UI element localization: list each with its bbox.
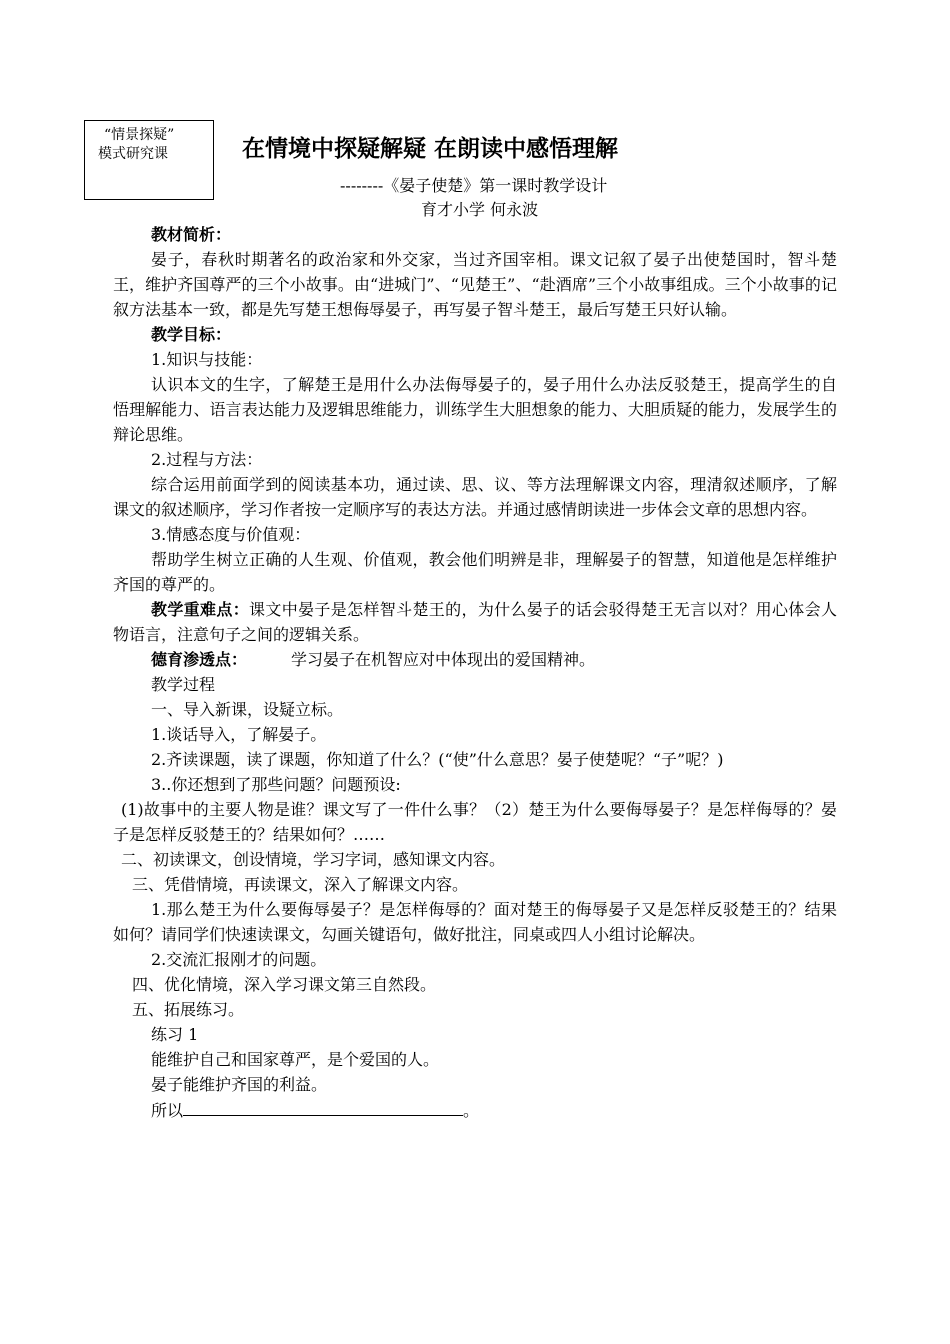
paragraph-text: 。: [463, 1101, 480, 1120]
paragraph: [113, 647, 837, 672]
paragraph-text: 所以: [151, 1101, 184, 1120]
paragraph: 1.那么楚王为什么要侮辱晏子？是怎样侮辱的？面对楚王的侮辱晏子又是怎样反驳楚王的？结果如何？请同学们快速读课文，勾画关键语句，做好批注，同桌或四人小组讨论解决。: [113, 900, 837, 944]
section-heading: 教学重难点：: [151, 600, 250, 619]
course-type-line1: “情景探疑”: [104, 127, 175, 143]
paragraph: 1.谈话导入，了解晏子。: [151, 725, 327, 744]
paragraph: 1.知识与技能：: [151, 350, 263, 369]
paragraph: (1)故事中的主要人物是谁？课文写了一件什么事？（2）楚王为什么要侮辱晏子？是怎样侮辱的？晏子是怎样反驳楚王的？结果如何？……: [113, 800, 837, 844]
paragraph: 四、优化情境，深入学习课文第三自然段。: [132, 975, 437, 994]
paragraph: 认识本文的生字，了解楚王是用什么办法侮辱晏子的，晏子用什么办法反驳楚王，提高学生的自悟理解能力、语言表达能力及逻辑思维能力，训练学生大胆想象的能力、大胆质疑的能力，发展学生的辩论思维。: [113, 375, 837, 444]
paragraph: 教学过程: [151, 675, 216, 694]
document-author: 育才小学 何永波: [421, 200, 539, 219]
paragraph: 晏子，春秋时期著名的政治家和外交家，当过齐国宰相。课文记叙了晏子出使楚国时，智斗楚王，维护齐国尊严的三个小故事。由“进城门”、“见楚王”、“赴酒席”三个小故事组成。三个小故事的记叙方法基本一致，都是先写楚王想侮辱晏子，再写晏子智斗楚王，最后写楚王只好认输。: [113, 250, 837, 319]
paragraph: [113, 597, 837, 647]
paragraph: 能维护自己和国家尊严，是个爱国的人。: [151, 1050, 440, 1069]
paragraph: 三、凭借情境，再读课文，深入了解课文内容。: [132, 875, 469, 894]
fill-in-blank: [183, 1097, 463, 1116]
paragraph: 五、拓展练习。: [132, 1000, 245, 1019]
paragraph: [113, 1097, 837, 1123]
paragraph: 2.交流汇报刚才的问题。: [151, 950, 327, 969]
paragraph: 二、初读课文，创设情境，学习字词，感知课文内容。: [121, 850, 506, 869]
document-subtitle: --------《晏子使楚》第一课时教学设计: [340, 176, 608, 195]
paragraph-text: 学习晏子在机智应对中体现出的爱国精神。: [291, 650, 596, 669]
paragraph: 综合运用前面学到的阅读基本功，通过读、思、议、等方法理解课文内容，理清叙述顺序，了解课文的叙述顺序，学习作者按一定顺序写的表达方法。并通过感情朗读进一步体会文章的思想内容。: [113, 475, 837, 519]
paragraph: 2.齐读课题，读了课题，你知道了什么？(“使”什么意思？晏子使楚呢？“子”呢？): [151, 750, 724, 769]
section-heading: 教学目标：: [151, 325, 232, 344]
paragraph: 3..你还想到了那些问题？问题预设:: [151, 775, 401, 794]
paragraph: 一、导入新课，设疑立标。: [151, 700, 344, 719]
document-title: 在情境中探疑解疑 在朗读中感悟理解: [242, 135, 619, 162]
paragraph: 晏子能维护齐国的利益。: [151, 1075, 328, 1094]
section-heading: 教材简析：: [151, 225, 232, 244]
paragraph: 帮助学生树立正确的人生观、价值观，教会他们明辨是非，理解晏子的智慧，知道他是怎样维护齐国的尊严的。: [113, 550, 837, 594]
course-type-line2: 模式研究课: [98, 146, 168, 162]
course-type-box: [84, 120, 214, 200]
paragraph: 练习 1: [151, 1025, 199, 1044]
document-body: [113, 222, 837, 1123]
section-heading: 德育渗透点：: [151, 650, 248, 669]
paragraph: 2.过程与方法：: [151, 450, 263, 469]
paragraph-text: 课文中晏子是怎样智斗楚王的，为什么晏子的话会驳得楚王无言以对？用心体会人物语言，注意句子之间的逻辑关系。: [113, 600, 837, 644]
paragraph: 3.情感态度与价值观：: [151, 525, 311, 544]
